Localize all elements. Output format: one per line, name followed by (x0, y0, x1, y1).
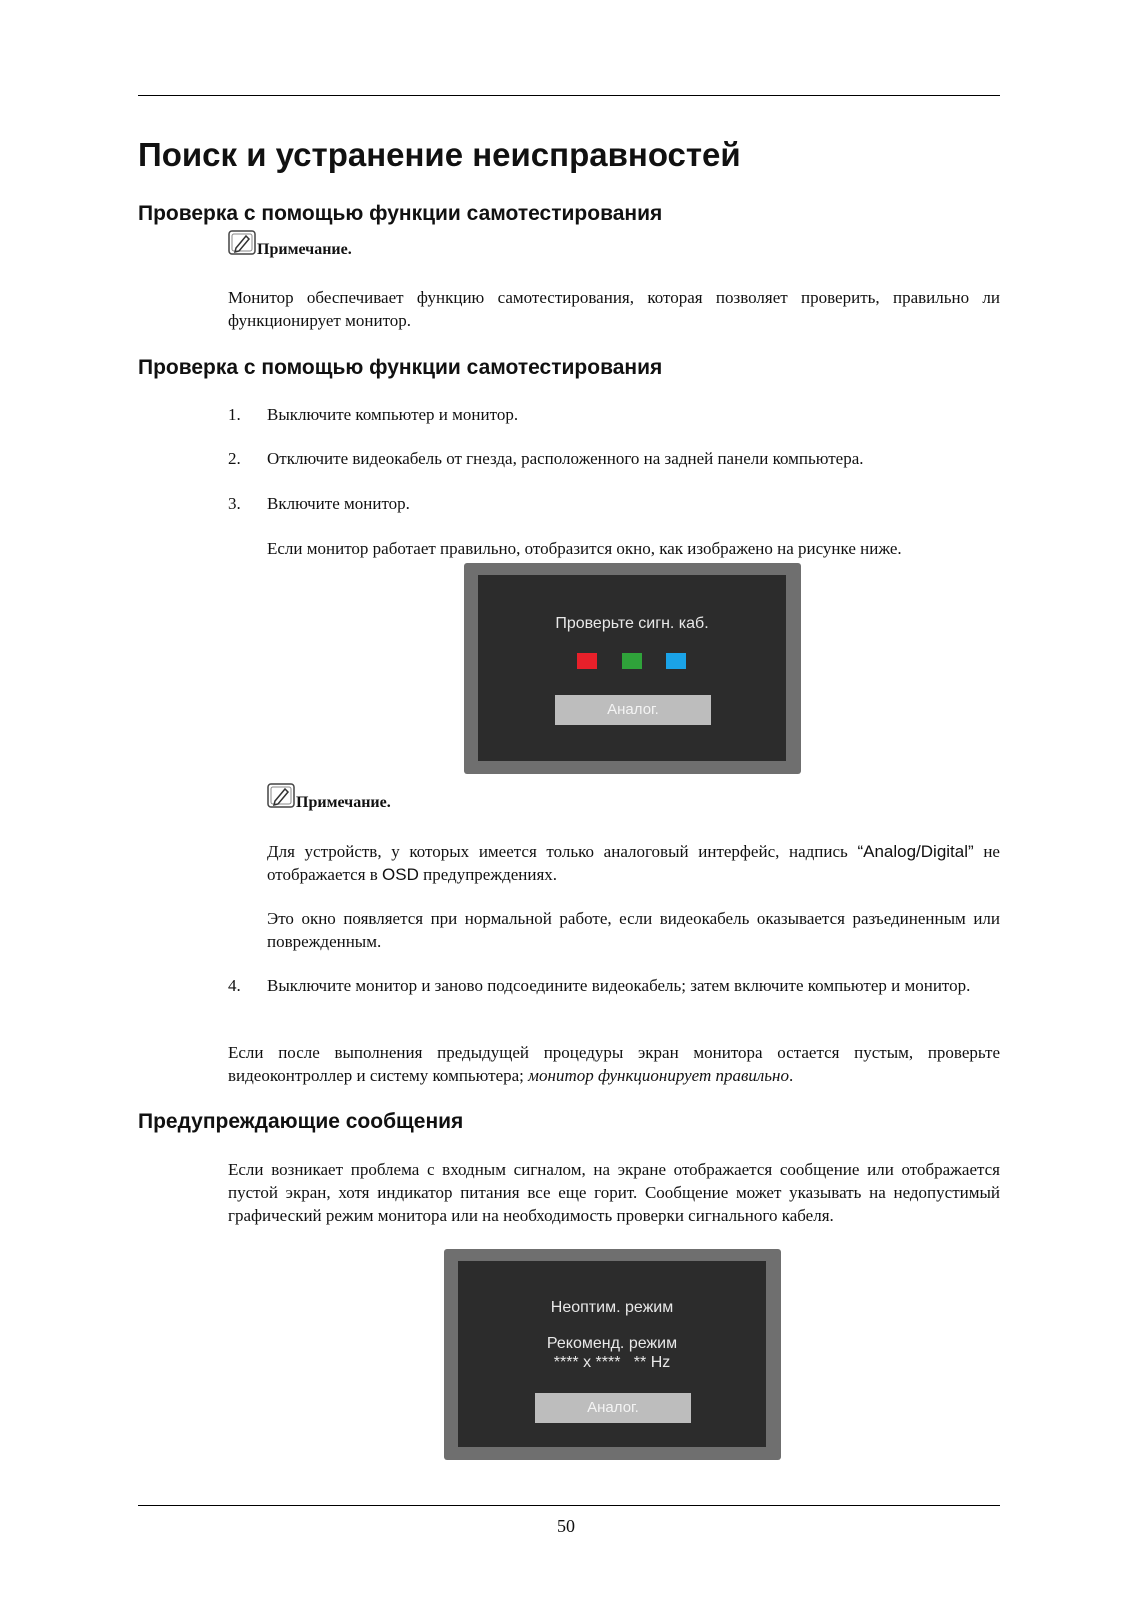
osd-screen-cable-check (464, 563, 801, 774)
warning-text: Если возникает проблема с входным сигналом, на экране отображается сообщение или отображается пустой экран, хотя индикатор питания все еще горит. Сообщение может указывать на недопустимый графический режим монитора или на необходимость проверки сигнального кабеля. (228, 1160, 1000, 1225)
step-2-text: Отключите видеокабель от гнезда, расположенного на задней панели компьютера. (267, 449, 864, 468)
top-rule (138, 95, 1000, 96)
step-3-text: Включите монитор. (267, 494, 410, 513)
blue-square-icon (666, 653, 686, 669)
step-2-number: 2. (228, 449, 241, 468)
step-3-number: 3. (228, 494, 241, 513)
osd-not-optimum: Неоптим. режим (550, 1299, 674, 1316)
green-square-icon (622, 653, 642, 669)
step-4-text: Выключите монитор и заново подсоедините видеокабель; затем включите компьютер и монитор. (267, 976, 971, 995)
osd-analog-button: Аналог. (555, 695, 711, 725)
section2-heading: Проверка с помощью функции самотестирования (138, 356, 663, 379)
bottom-rule (138, 1505, 1000, 1506)
note-2-text-2: Это окно появляется при нормальной работе, если видеокабель оказывается разъединенным или поврежденным. (267, 909, 1000, 951)
note-label: Примечание. (296, 794, 391, 811)
step-1-text: Выключите компьютер и монитор. (267, 405, 519, 424)
step-1-number: 1. (228, 405, 241, 424)
note-icon (267, 783, 295, 814)
closing-paragraph: Если после выполнения предыдущей процедуры экран монитора остается пустым, проверьте видеоконтроллер и систему компьютера; монитор функционирует правильно. (228, 1043, 1000, 1085)
note-2-text: Для устройств, у которых имеется только аналоговый интерфейс, надпись “Analog/Digital” не отображается в OSD предупреждениях. (267, 842, 1000, 884)
osd-message: Проверьте сигн. каб. (555, 615, 709, 632)
osd-screen-area (478, 575, 786, 761)
section3-heading: Предупреждающие сообщения (138, 1110, 464, 1133)
page-title: Поиск и устранение неисправностей (138, 136, 741, 173)
note-1-text: Монитор обеспечивает функцию самотестирования, которая позволяет проверить, правильно ли функционирует монитор. (228, 288, 1000, 330)
red-square-icon (577, 653, 597, 669)
osd-analog-button: Аналог. (535, 1393, 691, 1423)
osd-screen-mode-warning (444, 1249, 781, 1460)
osd-recommended: Рекоменд. режим (546, 1335, 678, 1352)
note-label: Примечание. (257, 241, 352, 258)
step-3-detail: Если монитор работает правильно, отобразится окно, как изображено на рисунке ниже. (267, 539, 902, 558)
step-4-number: 4. (228, 976, 241, 995)
note-1 (228, 230, 352, 261)
note-icon (228, 230, 256, 261)
page-number: 50 (557, 1516, 575, 1536)
note-2 (267, 783, 391, 814)
osd-resolution: **** x **** ** Hz (553, 1354, 671, 1371)
osd-screen-area (458, 1261, 766, 1447)
section1-heading: Проверка с помощью функции самотестирования (138, 202, 663, 225)
